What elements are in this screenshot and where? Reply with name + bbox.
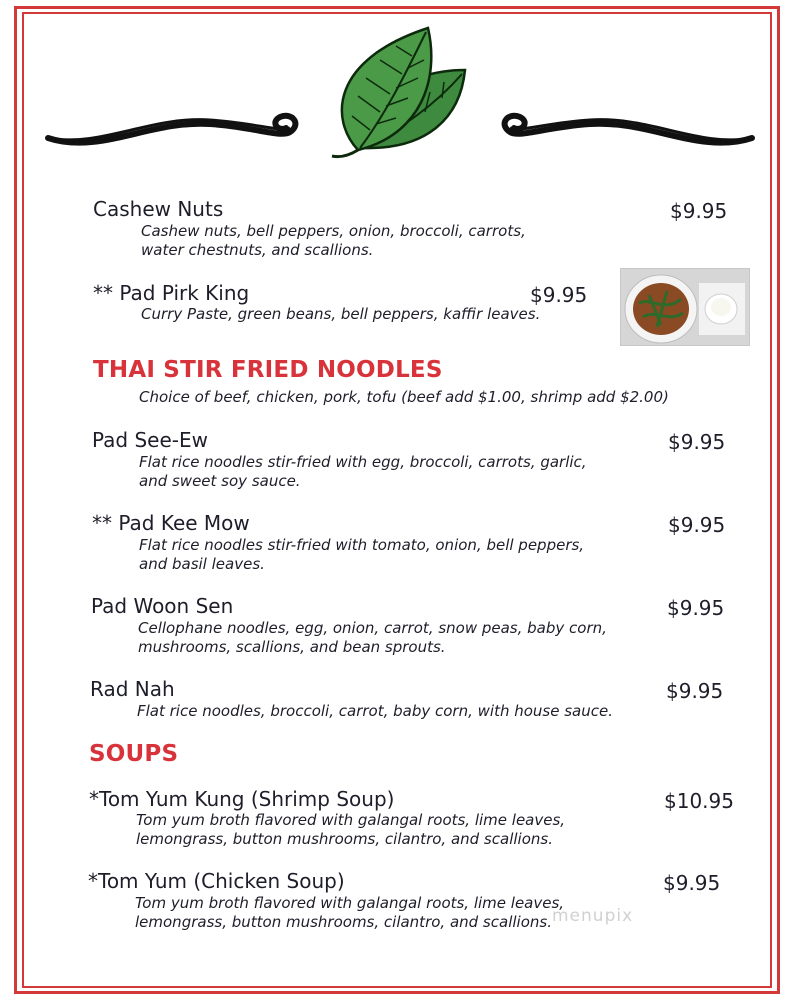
menu-item-price: $9.95: [668, 430, 726, 454]
menu-item-name: Cashew Nuts: [93, 197, 224, 221]
section-note: Choice of beef, chicken, pork, tofu (beef add $1.00, shrimp add $2.00): [139, 388, 669, 406]
menu-item-desc: Tom yum broth flavored with galangal roots, lime leaves,: [135, 894, 565, 912]
menu-item-name: *Tom Yum Kung (Shrimp Soup): [89, 787, 395, 811]
menu-item-desc: Flat rice noodles, broccoli, carrot, baby corn, with house sauce.: [137, 702, 613, 720]
menu-item-name: *Tom Yum (Chicken Soup): [88, 869, 345, 893]
menu-item-name: ** Pad Pirk King: [93, 281, 250, 305]
dish-plate-icon: [621, 269, 750, 346]
menu-item-name: Rad Nah: [90, 677, 175, 701]
menu-item-desc: Cashew nuts, bell peppers, onion, broccoli, carrots,: [141, 222, 526, 240]
menu-item-price: $10.95: [664, 789, 734, 813]
menu-item-desc: lemongrass, button mushrooms, cilantro, and scallions.: [136, 830, 553, 848]
menu-item-desc: and basil leaves.: [139, 555, 265, 573]
menu-item-desc: Curry Paste, green beans, bell peppers, kaffir leaves.: [141, 305, 541, 323]
menu-item-desc: mushrooms, scallions, and bean sprouts.: [138, 638, 446, 656]
watermark-text: menupix: [552, 906, 634, 926]
menu-item-price: $9.95: [670, 199, 728, 223]
menu-item-name: ** Pad Kee Mow: [92, 511, 250, 535]
menu-item-desc: Tom yum broth flavored with galangal roots, lime leaves,: [136, 811, 566, 829]
menu-item-price: $9.95: [530, 283, 588, 307]
menu-item-name: Pad See-Ew: [92, 428, 208, 452]
menu-item-price: $9.95: [668, 513, 726, 537]
menu-item-desc: Cellophane noodles, egg, onion, carrot, snow peas, baby corn,: [138, 619, 607, 637]
menu-item-name: Pad Woon Sen: [91, 594, 234, 618]
section-title: THAI STIR FRIED NOODLES: [93, 357, 443, 383]
basil-leaf-header-icon: [40, 20, 760, 170]
menu-item-desc: lemongrass, button mushrooms, cilantro, and scallions.: [135, 913, 552, 931]
dish-photo: [620, 268, 750, 346]
menu-item-price: $9.95: [663, 871, 721, 895]
menu-item-price: $9.95: [667, 596, 725, 620]
menu-item-desc: and sweet soy sauce.: [139, 472, 301, 490]
menu-item-desc: Flat rice noodles stir-fried with tomato, onion, bell peppers,: [139, 536, 585, 554]
menu-item-desc: Flat rice noodles stir-fried with egg, broccoli, carrots, garlic,: [139, 453, 587, 471]
menu-item-desc: water chestnuts, and scallions.: [141, 241, 374, 259]
menu-item-price: $9.95: [666, 679, 724, 703]
section-title: SOUPS: [89, 741, 179, 767]
